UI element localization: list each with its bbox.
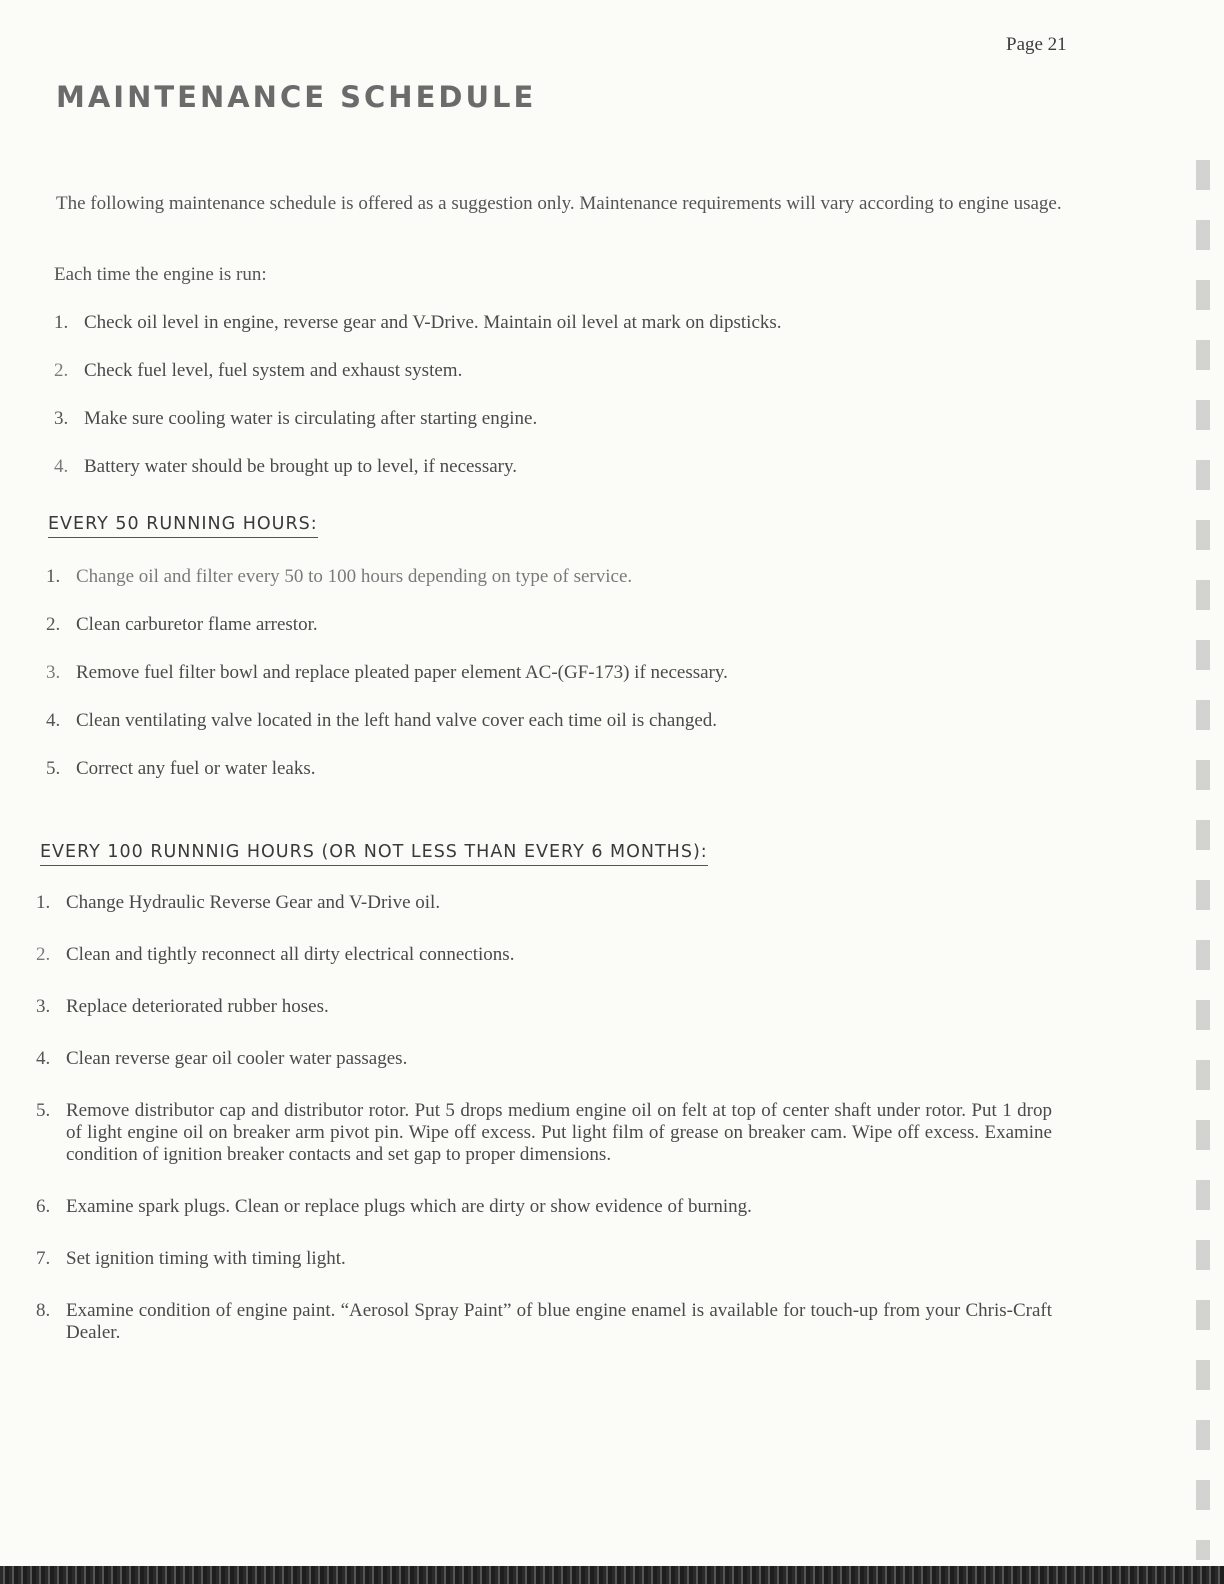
every-50-list bbox=[46, 566, 946, 780]
section-heading-100-hours: EVERY 100 RUNNNIG HOURS (OR NOT LESS THAN EVERY 6 MONTHS): bbox=[40, 842, 708, 866]
list-item bbox=[36, 1248, 1052, 1270]
every-100-list bbox=[36, 892, 1052, 1344]
list-item bbox=[36, 1196, 1052, 1218]
item-text: Clean and tightly reconnect all dirty electrical connections. bbox=[66, 944, 515, 965]
item-text: Clean carburetor flame arrestor. bbox=[76, 614, 318, 635]
item-number: 3. bbox=[54, 408, 69, 429]
list-item bbox=[54, 456, 954, 478]
list-item bbox=[54, 408, 954, 430]
list-item bbox=[36, 996, 1052, 1018]
item-number: 4. bbox=[54, 456, 69, 477]
item-text: Make sure cooling water is circulating after starting engine. bbox=[84, 408, 538, 429]
list-item bbox=[36, 892, 1052, 914]
page-number: Page 21 bbox=[1006, 34, 1067, 55]
list-item bbox=[46, 710, 946, 732]
item-number: 5. bbox=[36, 1100, 51, 1121]
list-item bbox=[46, 566, 946, 588]
item-number: 1. bbox=[36, 892, 51, 913]
item-text: Change oil and filter every 50 to 100 hours depending on type of service. bbox=[76, 566, 633, 587]
item-number: 3. bbox=[36, 996, 51, 1017]
section-heading-50-hours: EVERY 50 RUNNING HOURS: bbox=[48, 514, 318, 538]
list-item bbox=[36, 1300, 1052, 1344]
list-item bbox=[46, 662, 946, 684]
list-item bbox=[36, 1100, 1052, 1166]
item-number: 4. bbox=[46, 710, 61, 731]
scan-right-edge bbox=[1196, 130, 1210, 1560]
item-text: Remove distributor cap and distributor rotor. Put 5 drops medium engine oil on felt at top of center shaft under rotor. Put 1 drop of light engine oil on breaker arm pivot pin. Wipe off excess. Put light film of grease on breaker cam. Wipe off excess. Examine condition of ignition breaker contacts and set gap to proper dimensions. bbox=[66, 1100, 1052, 1165]
item-number: 8. bbox=[36, 1300, 51, 1321]
item-text: Examine condition of engine paint. “Aerosol Spray Paint” of blue engine enamel is available for touch-up from your Chris-Craft Dealer. bbox=[66, 1300, 1052, 1343]
intro-paragraph: The following maintenance schedule is offered as a suggestion only. Maintenance requirements will vary according to engine usage. bbox=[56, 193, 1062, 214]
item-number: 2. bbox=[36, 944, 51, 965]
list-item bbox=[46, 758, 946, 780]
item-text: Battery water should be brought up to level, if necessary. bbox=[84, 456, 518, 477]
item-number: 3. bbox=[46, 662, 61, 683]
page-title: MAINTENANCE SCHEDULE bbox=[56, 80, 537, 114]
item-text: Clean ventilating valve located in the left hand valve cover each time oil is changed. bbox=[76, 710, 718, 731]
list-item bbox=[54, 360, 954, 382]
item-text: Clean reverse gear oil cooler water passages. bbox=[66, 1048, 408, 1069]
item-number: 1. bbox=[46, 566, 61, 587]
item-text: Change Hydraulic Reverse Gear and V-Drive oil. bbox=[66, 892, 441, 913]
item-number: 6. bbox=[36, 1196, 51, 1217]
item-text: Examine spark plugs. Clean or replace plugs which are dirty or show evidence of burning. bbox=[66, 1196, 752, 1217]
item-number: 7. bbox=[36, 1248, 51, 1269]
scan-bottom-band bbox=[0, 1566, 1224, 1584]
item-text: Replace deteriorated rubber hoses. bbox=[66, 996, 329, 1017]
item-text: Remove fuel filter bowl and replace pleated paper element AC-(GF-173) if necessary. bbox=[76, 662, 728, 683]
item-text: Check fuel level, fuel system and exhaust system. bbox=[84, 360, 463, 381]
list-item bbox=[46, 614, 946, 636]
item-text: Set ignition timing with timing light. bbox=[66, 1248, 346, 1269]
item-number: 5. bbox=[46, 758, 61, 779]
item-text: Correct any fuel or water leaks. bbox=[76, 758, 316, 779]
item-number: 1. bbox=[54, 312, 69, 333]
item-number: 2. bbox=[46, 614, 61, 635]
each-run-lead: Each time the engine is run: bbox=[54, 264, 267, 285]
item-number: 4. bbox=[36, 1048, 51, 1069]
each-run-list bbox=[54, 312, 954, 478]
list-item bbox=[36, 1048, 1052, 1070]
item-text: Check oil level in engine, reverse gear and V-Drive. Maintain oil level at mark on dipsticks. bbox=[84, 312, 782, 333]
item-number: 2. bbox=[54, 360, 69, 381]
list-item bbox=[36, 944, 1052, 966]
list-item bbox=[54, 312, 954, 334]
